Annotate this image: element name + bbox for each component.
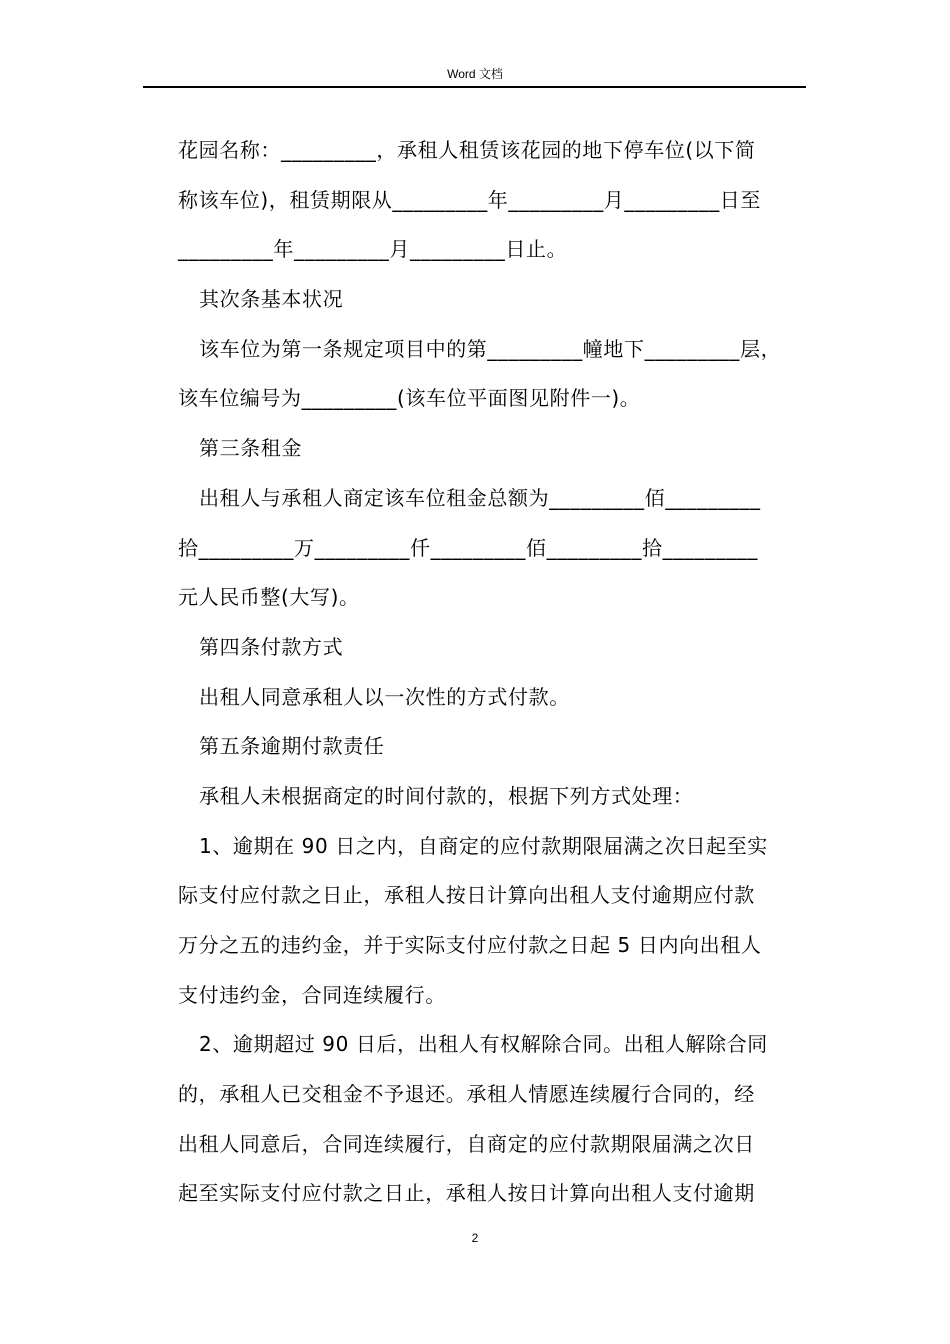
paragraph-line: 该车位为第一条规定项目中的第_________幢地下_________层， [199, 336, 782, 361]
page-header: Word 文档 [447, 67, 503, 81]
paragraph-line: 元人民币整(大写)。 [178, 585, 360, 610]
paragraph-line: 际支付应付款之日止，承租人按日计算向出租人支付逾期应付款 [178, 883, 755, 908]
header-divider [143, 86, 806, 88]
paragraph-line: 拾_________万_________仟_________佰_________拾_________ [178, 535, 758, 560]
paragraph-line: 承租人未根据商定的时间付款的，根据下列方式处理： [199, 783, 694, 808]
paragraph-line: 称该车位)，租赁期限从_________年_________月_________日至 [178, 187, 762, 212]
section-heading: 第四条付款方式 [199, 634, 344, 659]
paragraph-line: 出租人同意承租人以一次性的方式付款。 [199, 684, 570, 709]
paragraph-line: 花园名称：_________，承租人租赁该花园的地下停车位(以下简 [178, 138, 756, 162]
page-number: 2 [471, 1231, 479, 1245]
section-heading: 第三条租金 [199, 436, 302, 461]
paragraph-line: 出租人与承租人商定该车位租金总额为_________佰_________ [199, 485, 761, 510]
paragraph-line: 起至实际支付应付款之日止，承租人按日计算向出租人支付逾期 [178, 1181, 755, 1206]
paragraph-line: 2、逾期超过 90 日后，出租人有权解除合同。出租人解除合同 [199, 1032, 768, 1057]
paragraph-line: 1、逾期在 90 日之内，自商定的应付款期限届满之次日起至实 [199, 833, 768, 858]
section-heading: 第五条逾期付款责任 [199, 734, 385, 759]
paragraph-line: _________年_________月_________日止。 [178, 237, 568, 262]
document-body [178, 126, 818, 1219]
section-heading: 其次条基本状况 [199, 287, 344, 312]
paragraph-line: 出租人同意后，合同连续履行，自商定的应付款期限届满之次日 [178, 1131, 755, 1156]
paragraph-line: 该车位编号为_________(该车位平面图见附件一)。 [178, 386, 641, 411]
paragraph-line: 的，承租人已交租金不予退还。承租人情愿连续履行合同的，经 [178, 1082, 755, 1107]
paragraph-line: 万分之五的违约金，并于实际支付应付款之日起 5 日内向出租人 [178, 933, 762, 957]
paragraph-line: 支付违约金，合同连续履行。 [178, 982, 446, 1007]
